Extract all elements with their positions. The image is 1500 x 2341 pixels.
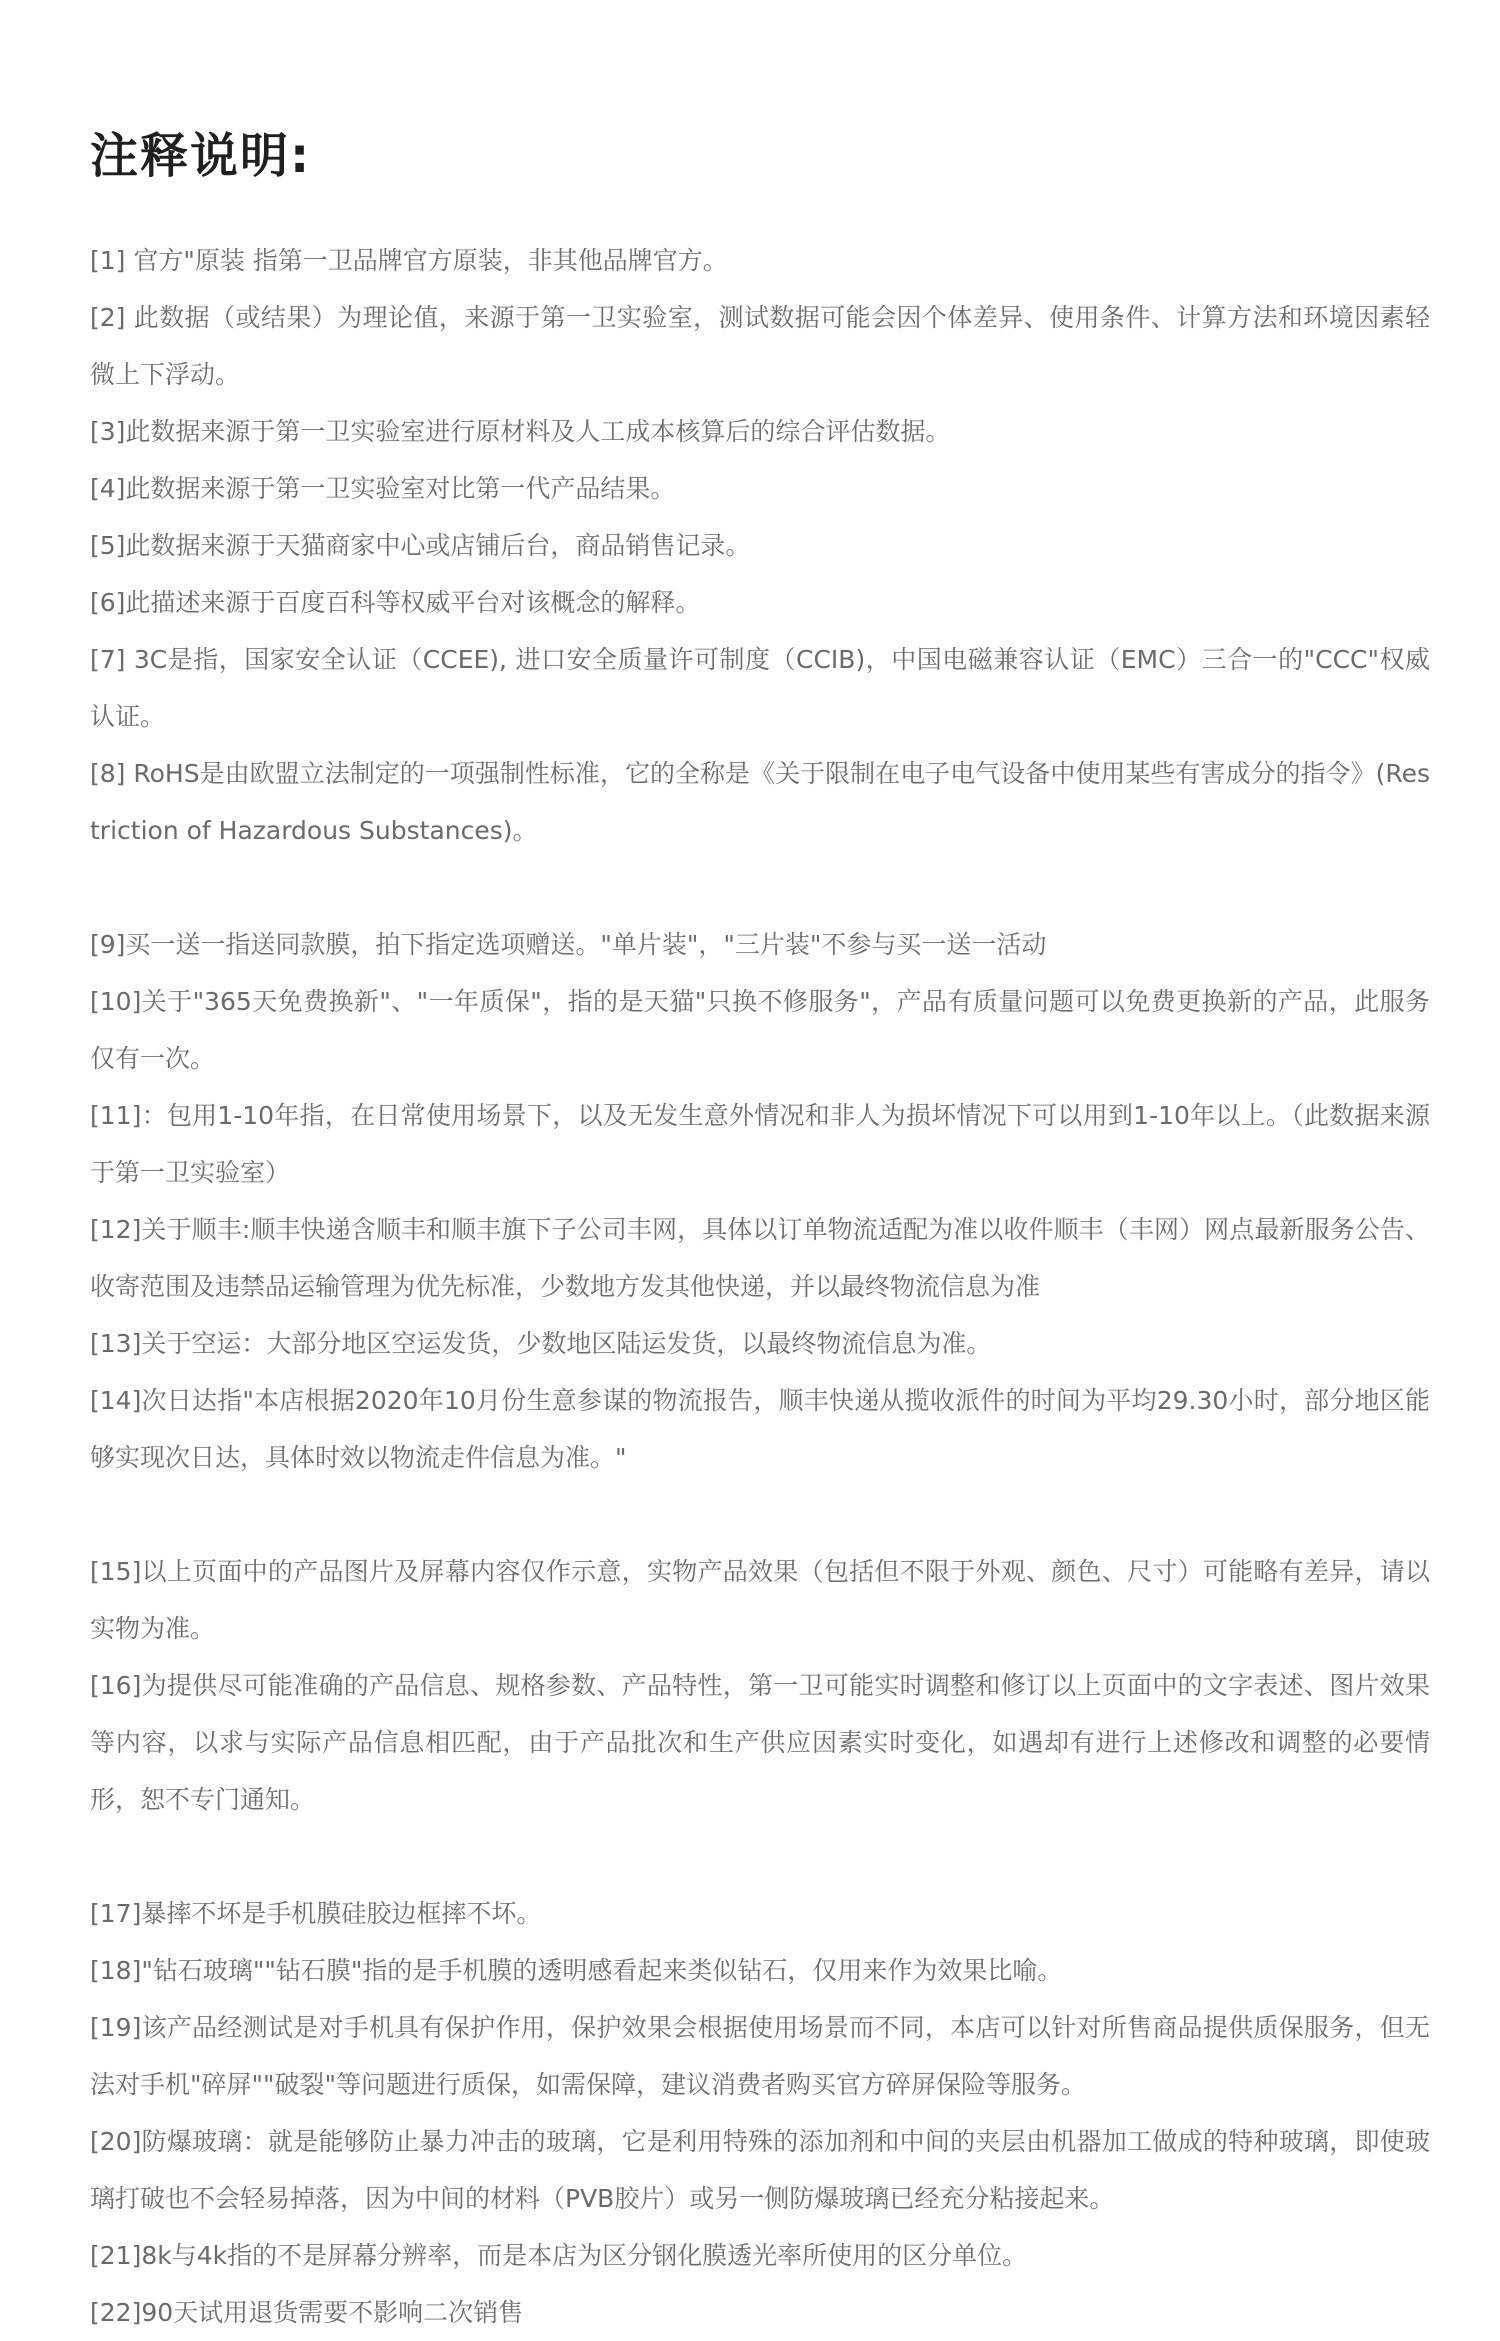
group-spacer xyxy=(90,1486,1430,1543)
note-item: [13]关于空运：大部分地区空运发货，少数地区陆运发货，以最终物流信息为准。 xyxy=(90,1329,992,1358)
note-item: [17]暴摔不坏是手机膜硅胶边框摔不坏。 xyxy=(90,1899,542,1928)
note-item: [9]买一送一指送同款膜，拍下指定选项赠送。"单片装"，"三片装"不参与买一送一活动 xyxy=(90,930,1047,959)
group-spacer xyxy=(90,859,1430,916)
note-item: [2] 此数据（或结果）为理论值，来源于第一卫实验室，测试数据可能会因个体差异、使用条件、计算方法和环境因素轻微上下浮动。 xyxy=(90,303,1430,389)
note-item: [6]此描述来源于百度百科等权威平台对该概念的解释。 xyxy=(90,588,701,617)
note-item: [16]为提供尽可能准确的产品信息、规格参数、产品特性，第一卫可能实时调整和修订以上页面中的文字表述、图片效果等内容，以求与实际产品信息相匹配，由于产品批次和生产供应因素实时变化，如遇却有进行上述修改和调整的必要情形，恕不专门通知。 xyxy=(90,1671,1430,1814)
note-item: [15]以上页面中的产品图片及屏幕内容仅作示意，实物产品效果（包括但不限于外观、颜色、尺寸）可能略有差异，请以实物为准。 xyxy=(90,1557,1430,1643)
note-item: [12]关于顺丰:顺丰快递含顺丰和顺丰旗下子公司丰网，具体以订单物流适配为准以收件顺丰（丰网）网点最新服务公告、收寄范围及违禁品运输管理为优先标准，少数地方发其他快递，并以最终物流信息为准 xyxy=(90,1215,1430,1301)
note-item: [14]次日达指"本店根据2020年10月份生意参谋的物流报告，顺丰快递从揽收派件的时间为平均29.30小时，部分地区能够实现次日达，具体时效以物流走件信息为准。" xyxy=(90,1386,1430,1472)
note-item: [7] 3C是指，国家安全认证（CCEE), 进口安全质量许可制度（CCIB)，中国电磁兼容认证（EMC）三合一的"CCC"权威认证。 xyxy=(90,645,1430,731)
note-item: [8] RoHS是由欧盟立法制定的一项强制性标准，它的全称是《关于限制在电子电气设备中使用某些有害成分的指令》(Restriction of Hazardous Substances)。 xyxy=(90,759,1430,845)
note-item: [20]防爆玻璃：就是能够防止暴力冲击的玻璃，它是利用特殊的添加剂和中间的夹层由机器加工做成的特种玻璃，即使玻璃打破也不会轻易掉落，因为中间的材料（PVB胶片）或另一侧防爆玻璃已经充分粘接起来。 xyxy=(90,2127,1430,2213)
note-item: [19]该产品经测试是对手机具有保护作用，保护效果会根据使用场景而不同，本店可以针对所售商品提供质保服务，但无法对手机"碎屏""破裂"等问题进行质保，如需保障，建议消费者购买官方碎屏保险等服务。 xyxy=(90,2013,1430,2099)
note-item: [4]此数据来源于第一卫实验室对比第一代产品结果。 xyxy=(90,474,676,503)
note-item: [5]此数据来源于天猫商家中心或店铺后台，商品销售记录。 xyxy=(90,531,751,560)
note-item: [10]关于"365天免费换新"、"一年质保"，指的是天猫"只换不修服务"，产品有质量问题可以免费更换新的产品，此服务仅有一次。 xyxy=(90,987,1430,1073)
page-title: 注释说明: xyxy=(90,128,312,184)
note-item: [21]8k与4k指的不是屏幕分辨率，而是本店为区分钢化膜透光率所使用的区分单位。 xyxy=(90,2241,1028,2270)
note-item: [3]此数据来源于第一卫实验室进行原材料及人工成本核算后的综合评估数据。 xyxy=(90,417,951,446)
note-item: [18]"钻石玻璃""钻石膜"指的是手机膜的透明感看起来类似钻石，仅用来作为效果比喻。 xyxy=(90,1956,1063,1985)
note-item: [22]90天试用退货需要不影响二次销售 xyxy=(90,2298,524,2327)
note-item: [11]：包用1-10年指，在日常使用场景下，以及无发生意外情况和非人为损坏情况下可以用到1-10年以上。（此数据来源于第一卫实验室） xyxy=(90,1101,1430,1187)
group-spacer xyxy=(90,1828,1430,1885)
notes-list xyxy=(90,232,1430,2341)
note-item: [1] 官方"原装 指第一卫品牌官方原装，非其他品牌官方。 xyxy=(90,246,728,275)
